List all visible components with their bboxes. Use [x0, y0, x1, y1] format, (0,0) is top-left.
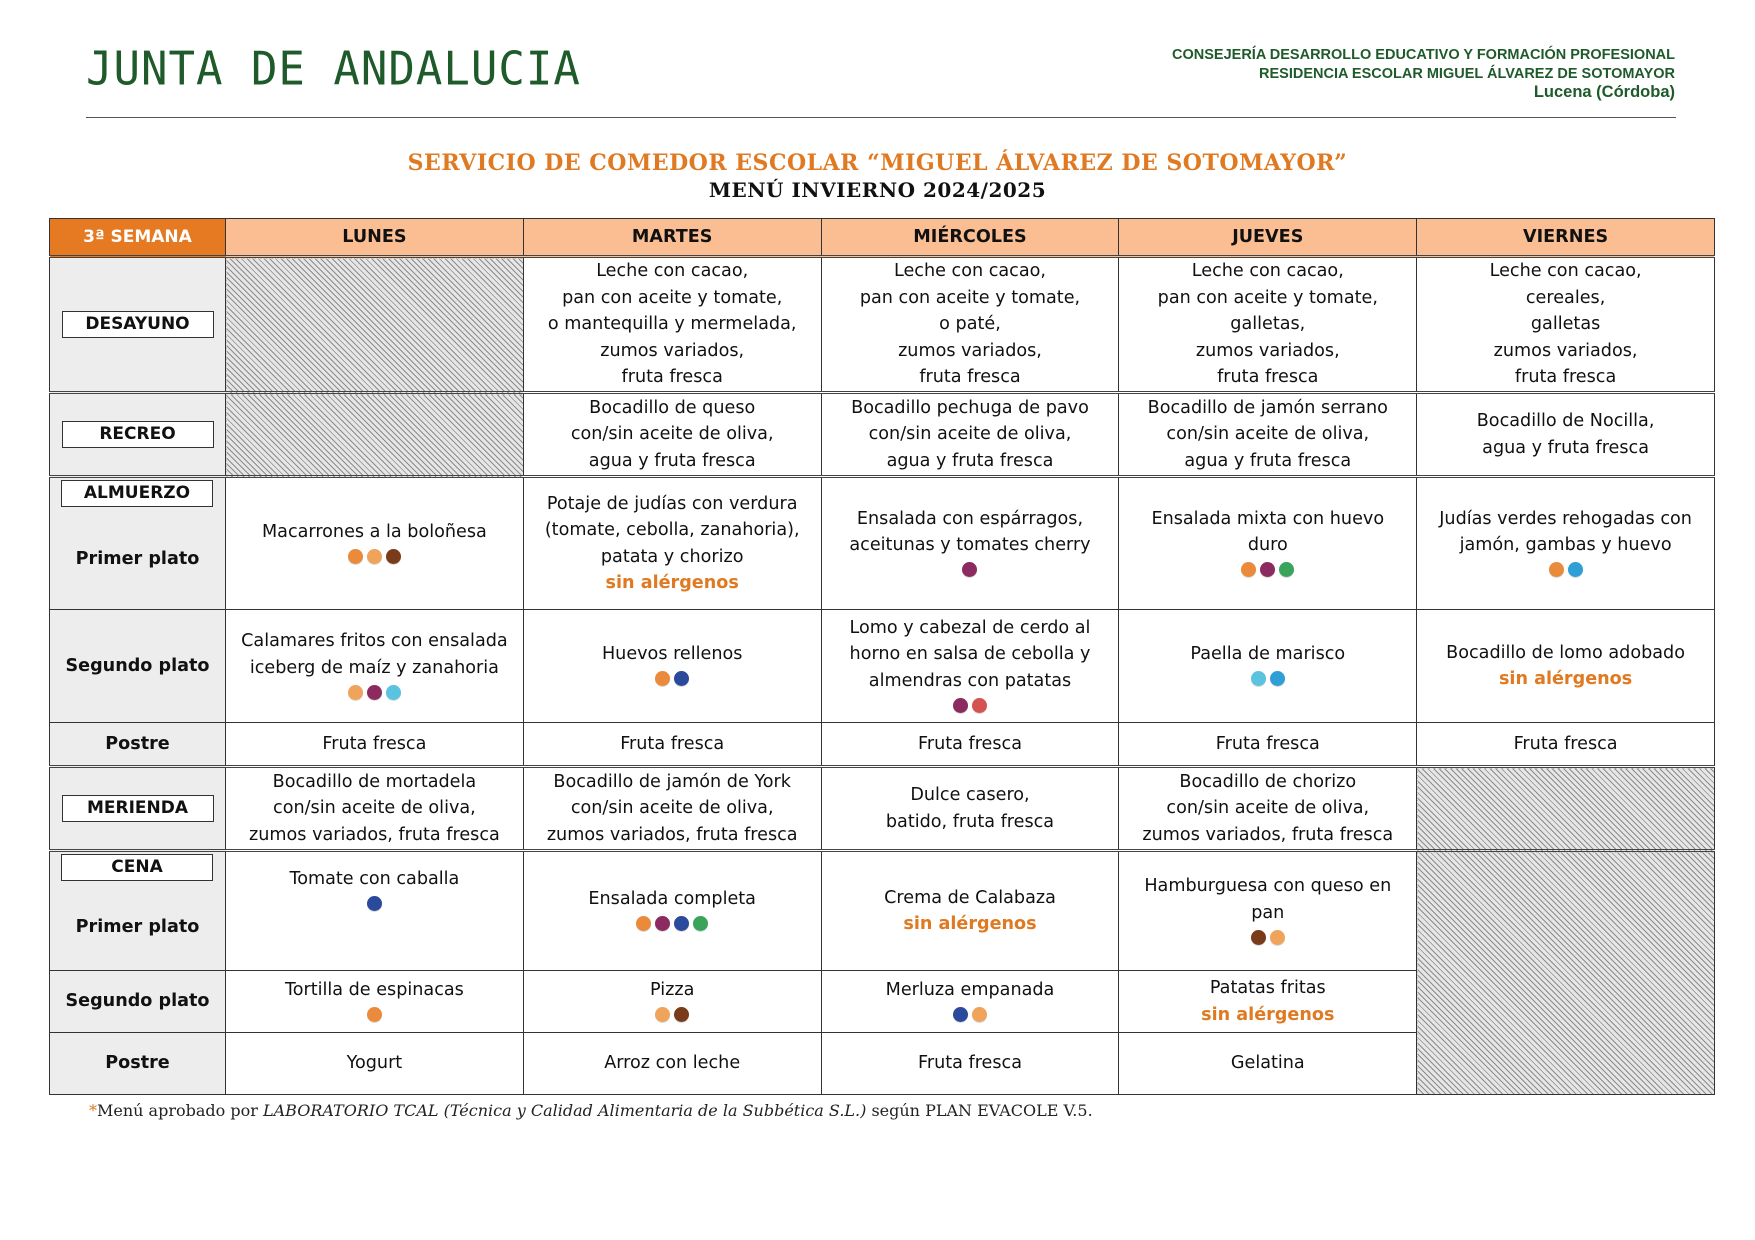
line: cereales,	[1525, 287, 1606, 308]
cell-cena2-lunes	[226, 971, 524, 1033]
cell-almuerzo-postre-viernes: Fruta fresca	[1417, 723, 1715, 767]
allergen-icons	[230, 680, 519, 704]
meal-box-almuerzo: ALMUERZO	[61, 480, 213, 507]
cell-desayuno-miercoles	[821, 257, 1119, 393]
line: almendras con patatas	[868, 670, 1072, 691]
cell-merienda-miercoles	[821, 767, 1119, 851]
gluten-icon	[1241, 562, 1256, 577]
celery-icon	[693, 916, 708, 931]
egg-icon	[655, 1007, 670, 1022]
line: duro	[1247, 535, 1288, 555]
line: aceitunas y tomates cherry	[849, 535, 1091, 555]
line: Bocadillo de chorizo	[1179, 771, 1357, 792]
line: galletas,	[1230, 314, 1306, 335]
cell-desayuno-jueves	[1119, 257, 1417, 393]
crustacean-icon	[1568, 562, 1583, 577]
line: con/sin aceite de oliva,	[570, 424, 774, 445]
cell-almuerzo2-viernes	[1417, 610, 1715, 723]
line: zumos variados, fruta fresca	[1142, 824, 1394, 845]
mollusc-icon	[1251, 671, 1266, 686]
course-label: Primer plato	[75, 549, 200, 569]
cell-cena1-miercoles	[821, 851, 1119, 971]
day-header-viernes: VIERNES	[1417, 219, 1715, 257]
line: pan con aceite y tomate,	[859, 287, 1081, 308]
meal-box-recreo: RECREO	[62, 421, 214, 448]
line: pan con aceite y tomate,	[1157, 287, 1378, 308]
line: galletas	[1530, 314, 1601, 335]
line: Leche con cacao,	[893, 261, 1046, 282]
cell-almuerzo2-jueves	[1119, 610, 1417, 723]
line: zumos variados, fruta fresca	[249, 824, 500, 845]
mustard-icon	[962, 562, 977, 577]
cell-recreo-viernes	[1417, 393, 1715, 477]
cell-cena-postre-martes: Arroz con leche	[523, 1033, 821, 1095]
no-allergens-note: sin alérgenos	[903, 914, 1037, 934]
meal-box-desayuno: DESAYUNO	[62, 311, 214, 338]
allergen-icons	[1123, 667, 1412, 691]
cell-desayuno-viernes	[1417, 257, 1715, 393]
dairy-icon	[1251, 930, 1266, 945]
line: con/sin aceite de oliva,	[1166, 424, 1370, 445]
allergen-icons	[230, 892, 519, 916]
line: agua y fruta fresca	[588, 450, 756, 471]
row-label-merienda	[50, 767, 226, 851]
fish-icon	[367, 896, 382, 911]
cell-cena-postre-jueves: Gelatina	[1119, 1033, 1417, 1095]
mustard-icon	[367, 685, 382, 700]
line: Ensalada mixta con huevo	[1151, 508, 1385, 529]
footer-text-c: según PLAN EVACOLE V.5.	[866, 1101, 1093, 1120]
meal-box-cena: CENA	[61, 854, 213, 881]
cell-empty	[1417, 767, 1715, 851]
day-header-miercoles: MIÉRCOLES	[821, 219, 1119, 257]
row-label-almuerzo-segundo: Segundo plato	[50, 610, 226, 723]
dairy-icon	[674, 1007, 689, 1022]
line: Ensalada con espárragos,	[856, 508, 1084, 529]
fish-icon	[674, 916, 689, 931]
crustacean-icon	[1270, 671, 1285, 686]
cell-desayuno-martes	[523, 257, 821, 393]
dept-line-3: Lucena (Córdoba)	[1533, 83, 1675, 101]
line: pan con aceite y tomate,	[562, 287, 783, 308]
dish-name: Patatas fritas	[1209, 978, 1326, 998]
footer-text-a: Menú aprobado por	[97, 1101, 263, 1120]
cell-cena2-martes	[523, 971, 821, 1033]
line: Dulce casero,	[910, 785, 1030, 805]
header-divider	[86, 117, 1676, 118]
egg-icon	[348, 685, 363, 700]
mustard-icon	[655, 916, 670, 931]
line: Leche con cacao,	[1489, 261, 1642, 282]
row-label-recreo	[50, 393, 226, 477]
allergen-icons	[826, 693, 1115, 717]
line: jamón, gambas y huevo	[1459, 535, 1672, 555]
line: o mantequilla y mermelada,	[547, 314, 797, 335]
line: Judías verdes rehogadas con	[1439, 508, 1692, 529]
day-header-jueves: JUEVES	[1119, 219, 1417, 257]
line: Bocadillo de jamón de York	[553, 771, 791, 792]
cell-cena1-martes	[523, 851, 821, 971]
line: iceberg de maíz y zanahoria	[249, 657, 499, 678]
no-allergens-note: sin alérgenos	[1201, 1004, 1335, 1025]
egg-icon	[1270, 930, 1285, 945]
cell-almuerzo2-lunes	[226, 610, 524, 723]
dish-name: Macarrones a la boloñesa	[261, 521, 487, 542]
line: patata y chorizo	[600, 546, 744, 567]
dish-name: Tomate con caballa	[289, 869, 460, 889]
dish-name: Ensalada completa	[588, 889, 756, 910]
egg-icon	[367, 549, 382, 564]
meal-box-merienda: MERIENDA	[62, 795, 214, 822]
dish-name: Tortilla de espinacas	[284, 979, 464, 1000]
cell-cena2-jueves	[1119, 971, 1417, 1033]
line: agua y fruta fresca	[1184, 450, 1352, 471]
cell-almuerzo2-miercoles	[821, 610, 1119, 723]
line: Lomo y cabezal de cerdo al	[849, 617, 1091, 638]
line: agua y fruta fresca	[1482, 437, 1649, 458]
dish-name: Merluza empanada	[885, 979, 1055, 1000]
cell-cena2-miercoles	[821, 971, 1119, 1033]
row-label-almuerzo-postre: Postre	[50, 723, 226, 767]
line: fruta fresca	[1217, 367, 1319, 388]
page-subtitle: MENÚ INVIERNO 2024/2025	[708, 178, 1047, 202]
cell-almuerzo-postre-lunes: Fruta fresca	[226, 723, 524, 767]
dept-line-1: CONSEJERÍA DESARROLLO EDUCATIVO Y FORMACIÓN PROFESIONAL	[1172, 47, 1675, 63]
line: zumos variados,	[898, 340, 1042, 361]
line: Leche con cacao,	[1191, 261, 1344, 282]
line: zumos variados,	[600, 340, 745, 361]
dish-name: Bocadillo de lomo adobado	[1446, 642, 1685, 663]
cell-recreo-miercoles	[821, 393, 1119, 477]
course-label: Primer plato	[75, 917, 200, 937]
cell-almuerzo1-jueves	[1119, 477, 1417, 610]
line: Bocadillo de Nocilla,	[1476, 411, 1655, 431]
cell-cena-postre-lunes: Yogurt	[226, 1033, 524, 1095]
dish-name: Pizza	[650, 979, 695, 1000]
cell-empty	[226, 393, 524, 477]
line: zumos variados,	[1195, 340, 1340, 361]
celery-icon	[1279, 562, 1294, 577]
line: zumos variados,	[1493, 340, 1638, 361]
cell-almuerzo-postre-jueves: Fruta fresca	[1119, 723, 1417, 767]
allergen-icons	[230, 1002, 519, 1026]
gluten-icon	[636, 916, 651, 931]
allergen-icons	[528, 1002, 817, 1026]
gluten-icon	[1549, 562, 1564, 577]
line: fruta fresca	[1514, 367, 1617, 388]
menu-table	[49, 218, 1715, 1095]
line: Calamares fritos con ensalada	[241, 631, 508, 651]
line: Leche con cacao,	[596, 261, 749, 282]
row-label-almuerzo-primero	[50, 477, 226, 610]
dept-line-2: RESIDENCIA ESCOLAR MIGUEL ÁLVAREZ DE SOTOMAYOR	[1259, 65, 1675, 82]
line: (tomate, cebolla, zanahoria),	[544, 520, 800, 540]
cell-merienda-lunes	[226, 767, 524, 851]
mollusc-icon	[386, 685, 401, 700]
line: Bocadillo pechuga de pavo	[851, 397, 1089, 418]
fish-icon	[953, 1007, 968, 1022]
line: fruta fresca	[621, 367, 723, 388]
row-label-desayuno	[50, 257, 226, 393]
line: Bocadillo de mortadela	[272, 771, 477, 792]
line: zumos variados, fruta fresca	[546, 824, 798, 845]
line: horno en salsa de cebolla y	[849, 644, 1091, 665]
cell-almuerzo2-martes	[523, 610, 821, 723]
footer-lab-name: LABORATORIO TCAL (Técnica y Calidad Alimentaria de la Subbética S.L.)	[262, 1101, 867, 1120]
cell-empty	[1417, 851, 1715, 1095]
day-header-lunes: LUNES	[226, 219, 524, 257]
line: con/sin aceite de oliva,	[868, 424, 1072, 445]
gluten-icon	[367, 1007, 382, 1022]
line: Potaje de judías con verdura	[546, 493, 798, 514]
cell-almuerzo1-miercoles	[821, 477, 1119, 610]
row-label-cena-segundo: Segundo plato	[50, 971, 226, 1033]
allergen-icons	[826, 1002, 1115, 1026]
line: pan	[1251, 902, 1285, 923]
nut-icon	[972, 698, 987, 713]
egg-icon	[972, 1007, 987, 1022]
mustard-icon	[953, 698, 968, 713]
cell-merienda-martes	[523, 767, 821, 851]
no-allergens-note: sin alérgenos	[1498, 669, 1633, 689]
row-label-cena-primero	[50, 851, 226, 971]
dish-name: Huevos rellenos	[601, 644, 743, 665]
cell-empty	[226, 257, 524, 393]
line: Hamburguesa con queso en	[1144, 876, 1392, 896]
allergen-icons	[528, 912, 817, 936]
allergen-icons	[528, 667, 817, 691]
day-header-martes: MARTES	[523, 219, 821, 257]
dairy-icon	[386, 549, 401, 564]
cell-almuerzo-postre-martes: Fruta fresca	[523, 723, 821, 767]
cell-almuerzo1-martes	[523, 477, 821, 610]
fish-icon	[674, 671, 689, 686]
department-header	[1172, 46, 1675, 102]
mustard-icon	[1260, 562, 1275, 577]
cell-almuerzo1-lunes	[226, 477, 524, 610]
allergen-icons	[1123, 558, 1412, 582]
footer-note	[89, 1101, 1093, 1120]
line: Bocadillo de jamón serrano	[1147, 397, 1388, 418]
gluten-icon	[348, 549, 363, 564]
junta-logo: JUNTA DE ANDALUCIA	[86, 42, 581, 97]
allergen-icons	[826, 558, 1115, 582]
cell-cena-postre-miercoles: Fruta fresca	[821, 1033, 1119, 1095]
cell-recreo-jueves	[1119, 393, 1417, 477]
line: batido, fruta fresca	[885, 811, 1055, 832]
line: con/sin aceite de oliva,	[570, 798, 774, 819]
dish-name: Paella de marisco	[1190, 644, 1346, 665]
allergen-icons	[1123, 925, 1412, 949]
row-label-cena-postre: Postre	[50, 1033, 226, 1095]
cell-cena1-jueves	[1119, 851, 1417, 971]
footer-asterisk: *	[89, 1101, 97, 1120]
line: Bocadillo de queso	[589, 397, 756, 418]
cell-almuerzo-postre-miercoles: Fruta fresca	[821, 723, 1119, 767]
line: agua y fruta fresca	[886, 450, 1054, 471]
cell-recreo-martes	[523, 393, 821, 477]
line: con/sin aceite de oliva,	[273, 798, 476, 819]
line: fruta fresca	[919, 367, 1021, 388]
cell-merienda-jueves	[1119, 767, 1417, 851]
allergen-icons	[230, 544, 519, 568]
page-title: SERVICIO DE COMEDOR ESCOLAR “MIGUEL ÁLVAREZ DE SOTOMAYOR”	[407, 150, 1348, 176]
no-allergens-note: sin alérgenos	[605, 573, 739, 593]
gluten-icon	[655, 671, 670, 686]
line: con/sin aceite de oliva,	[1166, 798, 1370, 819]
dish-name: Crema de Calabaza	[884, 887, 1056, 908]
allergen-icons	[1421, 558, 1710, 582]
line: o paté,	[939, 314, 1001, 335]
cell-cena1-lunes	[226, 851, 524, 971]
cell-almuerzo1-viernes	[1417, 477, 1715, 610]
week-header: 3ª SEMANA	[50, 219, 226, 257]
